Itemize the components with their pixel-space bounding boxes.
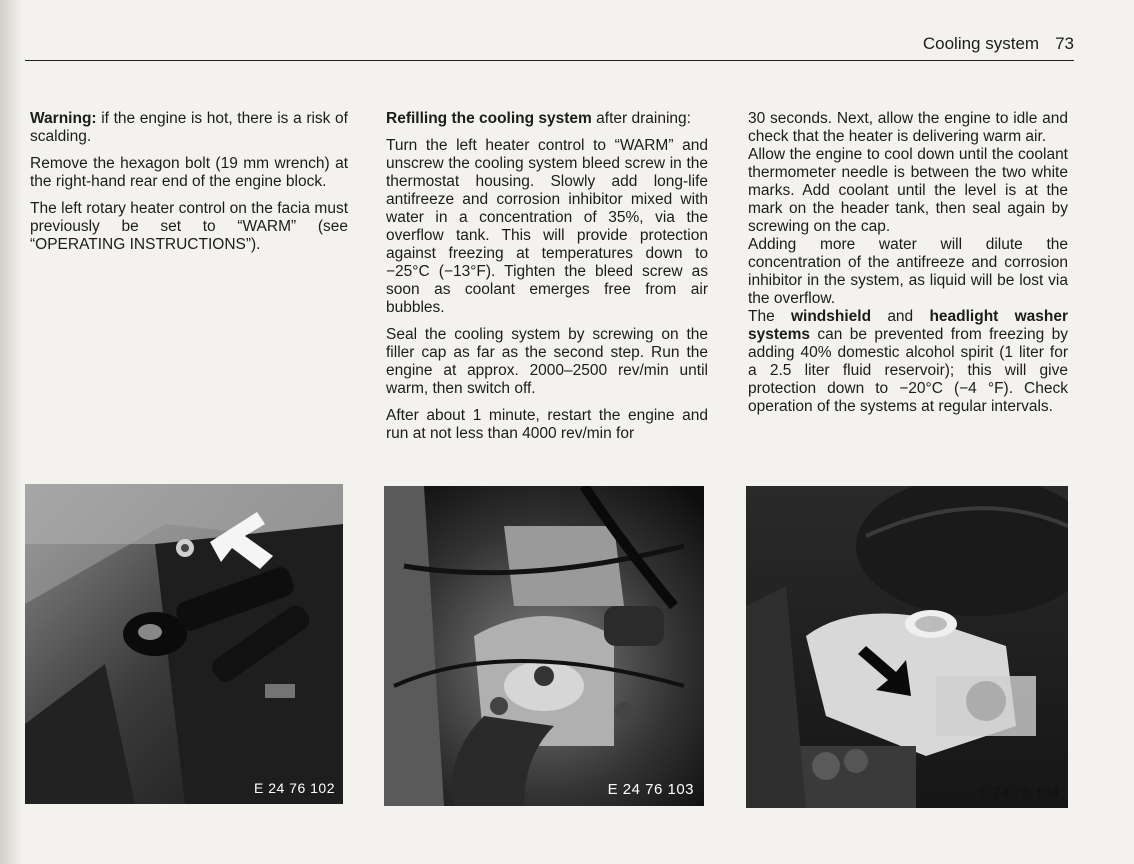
page-number: 73 [1055, 34, 1074, 53]
engine-photo-2 [384, 486, 704, 806]
bold-term: headlight washer systems [748, 308, 1068, 343]
text-run: The [748, 308, 791, 325]
figure-coolant-header-tank [746, 486, 1068, 808]
warning-text: if the engine is hot, there is a risk of scalding. [30, 110, 348, 145]
figure-caption: E 24 76 103 [607, 781, 694, 798]
text-run: and [871, 308, 930, 325]
figure-engine-block-bolt [25, 484, 343, 804]
paragraph: 30 seconds. Next, allow the engine to idle and check that the heater is delivering warm air. [748, 110, 1068, 145]
figure-caption: E 24 76 102 [253, 780, 335, 796]
heading-continuation: after draining: [591, 110, 691, 127]
text-column-3 [748, 110, 1068, 416]
section-heading: Refilling the cooling system [386, 110, 592, 127]
washer-paragraph [748, 308, 1068, 416]
figure-thermostat-housing [384, 486, 704, 806]
refill-heading-paragraph [386, 110, 708, 128]
engine-photo-3 [746, 486, 1068, 808]
text-run: can be prevented from freezing by adding 40% domestic alcohol spirit (1 liter for a 2.5 liter fluid reservoir); this will give protection down to −20°C (−4 °F). Check operation of the systems at regular intervals. [748, 326, 1068, 415]
engine-photo-1 [25, 484, 343, 804]
page-header [25, 34, 1074, 61]
warning-paragraph [30, 110, 348, 146]
paragraph: Seal the cooling system by screwing on the filler cap as far as the second step. Run the engine at approx. 2000–2500 rev/min until warm, then switch off. [386, 326, 708, 397]
binding-shadow [0, 0, 22, 864]
section-title: Cooling system [922, 34, 1040, 53]
text-column-1 [30, 110, 348, 263]
paragraph: The left rotary heater control on the facia must previously be set to “WARM” (see “OPERATING INSTRUCTIONS”). [30, 200, 348, 253]
paragraph: Allow the engine to cool down until the coolant thermometer needle is between the two white marks. Add coolant until the level is at the mark on the header tank, then seal again by screwing on the cap. [748, 146, 1068, 235]
paragraph: Adding more water will dilute the concentration of the antifreeze and corrosion inhibitor in the system, as liquid will be lost via the overflow. [748, 236, 1068, 307]
paragraph: Remove the hexagon bolt (19 mm wrench) at the right-hand rear end of the engine block. [30, 155, 348, 190]
paragraph: Turn the left heater control to “WARM” and unscrew the cooling system bleed screw in the thermostat housing. Slowly add long-life antifreeze and corrosion inhibitor mixed with water in a concentration of 35%, via the overflow tank. This will provide protection against freezing at temperatures down to −25°C (−13°F). Tighten the bleed screw as soon as coolant emerges free from air bubbles. [386, 137, 708, 316]
warning-label: Warning: [30, 110, 97, 127]
figure-caption: E 24 76 104 [978, 784, 1060, 800]
bold-term: windshield [790, 308, 872, 325]
paragraph: After about 1 minute, restart the engine and run at not less than 4000 rev/min for [386, 407, 708, 442]
text-column-2 [386, 110, 708, 452]
